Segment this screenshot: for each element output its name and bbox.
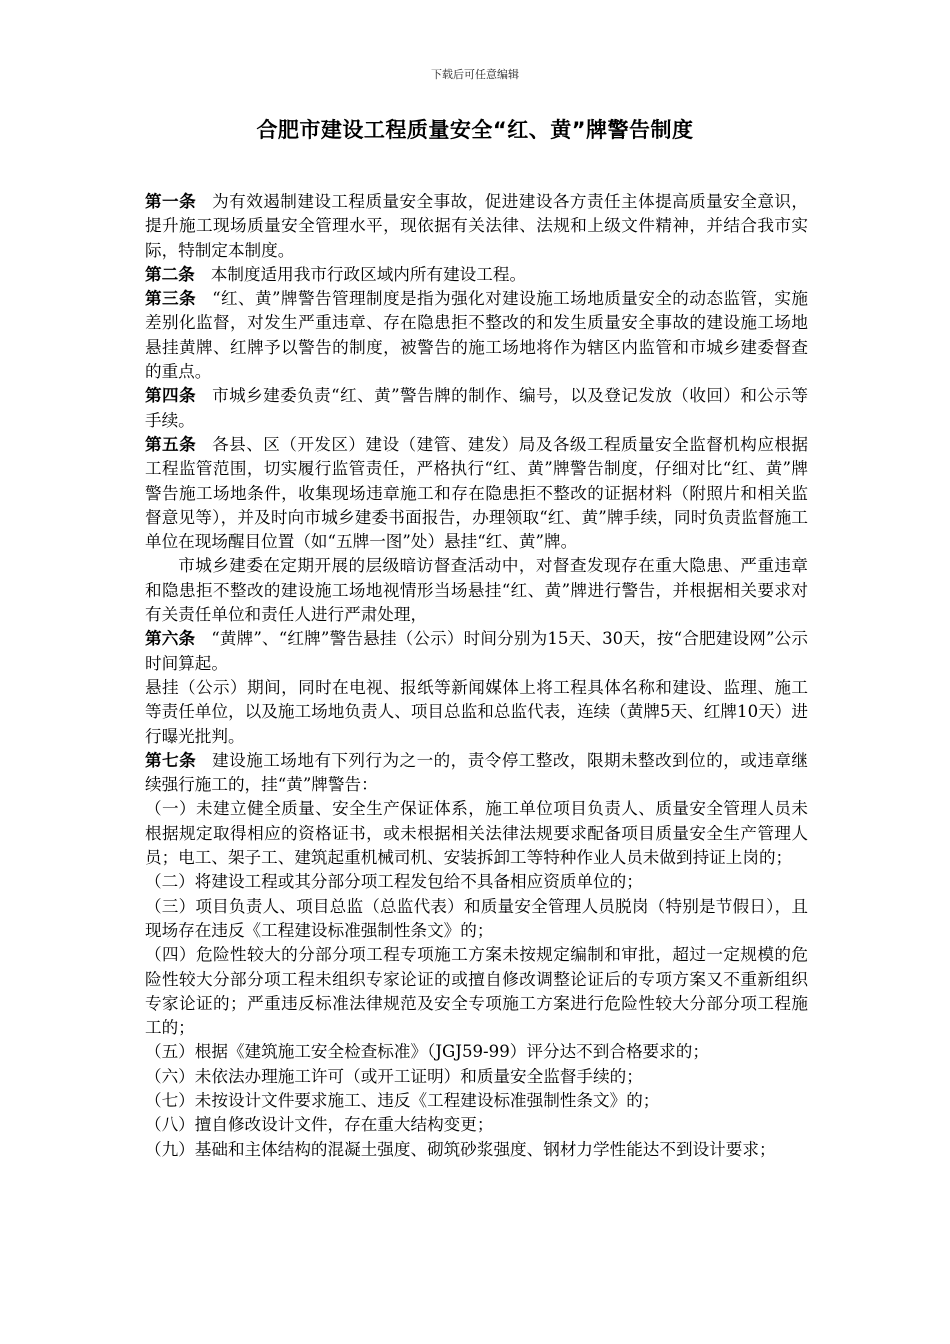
paragraph <box>145 263 808 287</box>
paragraph <box>145 1138 808 1162</box>
paragraph-text: （四）危险性较大的分部分项工程专项施工方案未按规定编制和审批，超过一定规模的危险性较大分部分项工程未组织专家论证的或擅自修改调整论证后的专项方案又不重新组织专家论证的；严重违反标准法律规范及安全专项施工方案进行危险性较大分部分项工程施工的； <box>145 945 808 1038</box>
header-note: 下载后可任意编辑 <box>431 68 519 81</box>
paragraph <box>145 627 808 676</box>
paragraph-text: （三）项目负责人、项目总监（总监代表）和质量安全管理人员脱岗（特别是节假日），且现场存在违反《工程建设标准强制性条文》的； <box>145 896 808 940</box>
article-label: 第四条 <box>145 386 197 406</box>
paragraph <box>145 943 808 1040</box>
article-label: 第三条 <box>145 289 197 309</box>
document-body <box>145 190 808 1162</box>
article-label: 第二条 <box>145 264 195 284</box>
paragraph <box>145 1089 808 1113</box>
article-label: 第七条 <box>145 750 197 770</box>
paragraph-text: “红、黄”牌警告管理制度是指为强化对建设施工场地质量安全的动态监管，实施差别化监督，对发生严重违章、存在隐患拒不整改的和发生质量安全事故的建设施工场地悬挂黄牌、红牌予以警告的制度，被警告的施工场地将作为辖区内监管和市城乡建委督查的重点。 <box>145 289 809 382</box>
paragraph-text: （九）基础和主体结构的混凝土强度、砌筑砂浆强度、钢材力学性能达不到设计要求； <box>145 1139 776 1159</box>
article-label: 第六条 <box>145 629 196 649</box>
paragraph-text: 建设施工场地有下列行为之一的，责令停工整改，限期未整改到位的，或违章继续强行施工的，挂“黄”牌警告： <box>145 750 809 795</box>
paragraph-text: （六）未依法办理施工许可（或开工证明）和质量安全监督手续的； <box>145 1066 643 1086</box>
paragraph <box>145 676 808 749</box>
paragraph <box>145 749 808 798</box>
paragraph <box>145 1040 808 1064</box>
paragraph <box>145 287 808 384</box>
paragraph-text: 为有效遏制建设工程质量安全事故，促进建设各方责任主体提高质量安全意识，提升施工现场质量安全管理水平，现依据有关法律、法规和上级文件精神，并结合我市实际，特制定本制度。 <box>145 192 809 260</box>
document-title: 合肥市建设工程质量安全“红、黄”牌警告制度 <box>256 118 694 142</box>
article-label: 第一条 <box>145 192 197 211</box>
paragraph-text: “黄牌”、“红牌”警告悬挂（公示）时间分别为15天、30天，按“合肥建设网”公示时间算起。 <box>145 629 809 673</box>
paragraph <box>145 433 808 554</box>
paragraph <box>145 554 808 627</box>
article-label: 第五条 <box>145 434 197 454</box>
paragraph <box>145 895 808 944</box>
paragraph-text: 悬挂（公示）期间，同时在电视、报纸等新闻媒体上将工程具体名称和建设、监理、施工等责任单位，以及施工场地负责人、项目总监和总监代表，连续（黄牌5天、红牌10天）进行曝光批判。 <box>145 677 808 746</box>
paragraph <box>145 870 808 894</box>
paragraph-text: （七）未按设计文件要求施工、违反《工程建设标准强制性条文》的； <box>145 1090 660 1110</box>
paragraph-text: 市城乡建委在定期开展的层级暗访督查活动中，对督查发现存在重大隐患、严重违章和隐患拒不整改的建设施工场地视情形当场悬挂“红、黄”牌进行警告，并根据相关要求对有关责任单位和责任人进行严肃处理， <box>145 556 808 625</box>
paragraph-text: 市城乡建委负责“红、黄”警告牌的制作、编号，以及登记发放（收回）和公示等手续。 <box>145 386 809 430</box>
paragraph-text: （一）未建立健全质量、安全生产保证体系，施工单位项目负责人、质量安全管理人员未根据规定取得相应的资格证书，或未根据相关法律法规要求配备项目质量安全生产管理人员；电工、架子工、建筑起重机械司机、安装拆卸工等特种作业人员未做到持证上岗的； <box>145 799 808 868</box>
paragraph-text: （八）擅自修改设计文件，存在重大结构变更； <box>145 1115 494 1135</box>
paragraph <box>145 384 808 433</box>
paragraph-text: （二）将建设工程或其分部分项工程发包给不具备相应资质单位的； <box>145 872 643 892</box>
paragraph <box>145 797 808 870</box>
paragraph <box>145 1113 808 1137</box>
paragraph <box>145 190 808 263</box>
paragraph-text: （五）根据《建筑施工安全检查标准》（JGJ59-99）评分达不到合格要求的； <box>145 1042 709 1062</box>
paragraph-text: 各县、区（开发区）建设（建管、建发）局及各级工程质量安全监督机构应根据工程监管范围，切实履行监管责任，严格执行“红、黄”牌警告制度，仔细对比“红、黄”牌警告施工场地条件，收集现场违章施工和存在隐患拒不整改的证据材料（附照片和相关监督意见等），并及时向市城乡建委书面报告，办理领取“红、黄”牌手续，同时负责监督施工单位在现场醒目位置（如“五牌一图”处）悬挂“红、黄”牌。 <box>145 434 809 552</box>
paragraph <box>145 1065 808 1089</box>
paragraph-text: 本制度适用我市行政区域内所有建设工程。 <box>210 264 527 284</box>
